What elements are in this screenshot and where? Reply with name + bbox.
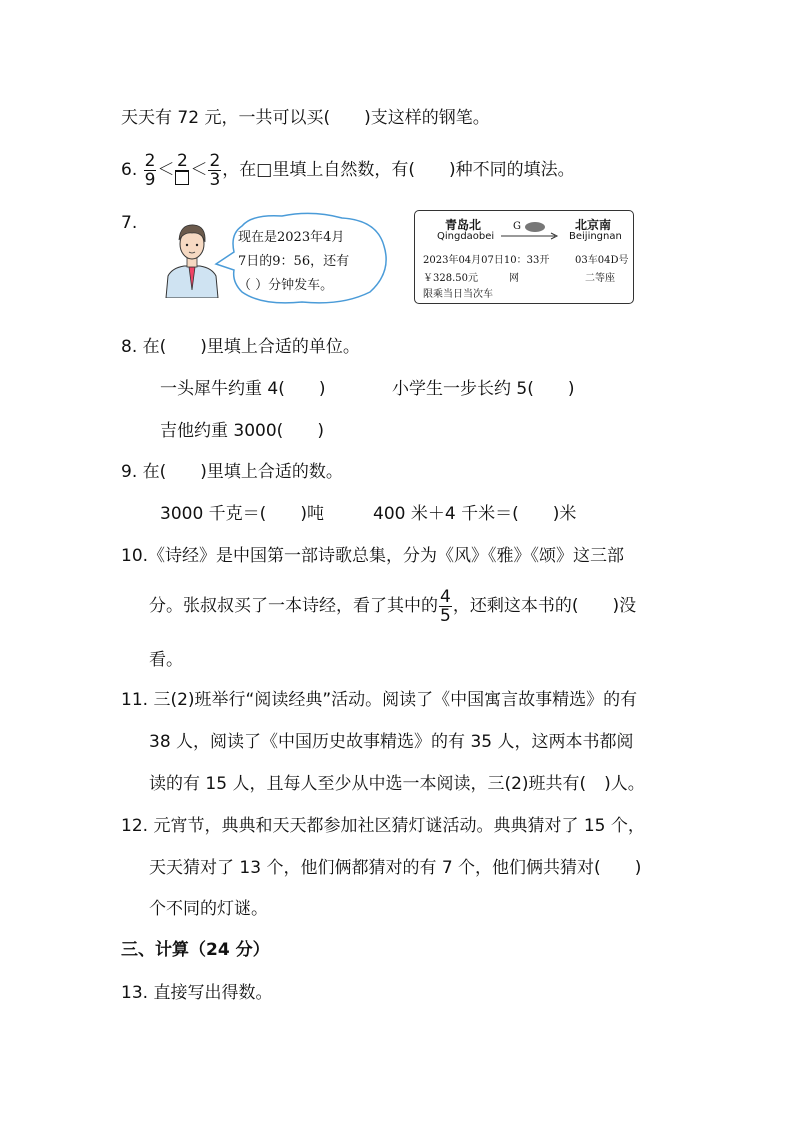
- q9-item-b: [373, 503, 576, 525]
- item-text: 400 米＋4 千米＝(: [373, 504, 519, 524]
- question-text-end: ): [634, 858, 642, 878]
- departure-station: 青岛北: [445, 218, 482, 232]
- denominator: 9: [144, 169, 156, 190]
- question-12-line3: 个不同的灯谜。: [149, 899, 268, 919]
- item-text: 小学生一步长约 5(: [392, 379, 534, 399]
- box-placeholder[interactable]: [175, 171, 189, 185]
- item-text: 3000 千克＝(: [160, 504, 267, 524]
- question-11-line3: [149, 773, 645, 795]
- numerator: 2: [144, 150, 156, 171]
- ticket-channel: 网: [509, 273, 519, 284]
- q8-item-a: [160, 378, 326, 400]
- denominator: 3: [209, 169, 221, 190]
- question-11-line2: 38 人，阅读了《中国历史故事精选》的有 35 人，这两本书都阅: [149, 732, 634, 752]
- item-close: )吨: [300, 504, 324, 524]
- question-text: 读的有 15 人，且每人至少从中选一本阅读，三(2)班共有(: [149, 774, 587, 794]
- item-close: ): [318, 379, 326, 399]
- question-number: 6.: [121, 160, 138, 180]
- ticket-price: ￥328.50元: [423, 273, 478, 284]
- ticket-note: 限乘当日当次车: [423, 289, 493, 300]
- section-heading: 三、计算（24 分）: [121, 940, 270, 960]
- item-close: ): [317, 421, 324, 441]
- question-8: [121, 336, 360, 358]
- q5-continuation: [121, 107, 490, 129]
- question-text-end: )没: [612, 596, 637, 616]
- departure-pinyin: Qingdaobei: [437, 231, 495, 242]
- question-number-7: 7.: [121, 213, 138, 233]
- fraction: [208, 152, 221, 189]
- question-text-end: )种不同的填法。: [449, 160, 575, 180]
- train-arrow-icon: [499, 221, 559, 241]
- question-10-line3: 看。: [149, 650, 183, 670]
- question-10-line2: [149, 586, 636, 626]
- question-text-end: )里填上合适的单位。: [200, 337, 360, 357]
- question-12-line2: [149, 857, 641, 879]
- seat-class: 二等座: [585, 273, 615, 284]
- question-text: ，还剩这本书的(: [452, 596, 579, 616]
- item-text: 一头犀牛约重 4(: [160, 379, 285, 399]
- item-text: 吉他约重 3000(: [160, 421, 284, 441]
- departure-time: 2023年04月07日10：33开: [423, 255, 550, 266]
- arrival-pinyin: Beijingnan: [569, 231, 622, 242]
- question-9: [121, 461, 343, 483]
- less-than: ＜: [157, 160, 175, 180]
- train-code: G: [513, 221, 521, 232]
- numerator: 2: [209, 150, 221, 171]
- arrival-station: 北京南: [575, 218, 612, 232]
- numerator: 4: [440, 586, 451, 607]
- item-close: ): [567, 379, 575, 399]
- question-10-line1: 10.《诗经》是中国第一部诗歌总集，分为《风》《雅》《颂》这三部: [121, 546, 625, 566]
- question-text: ，在□里填上自然数，有(: [222, 160, 415, 180]
- bubble-line: （ ）分钟发车。: [238, 278, 334, 293]
- question-12-line1: 12. 元宵节，典典和天天都参加社区猜灯谜活动。典典猜对了 15 个，: [121, 816, 645, 836]
- fraction: [144, 152, 157, 189]
- q5-text-end: )支这样的钢笔。: [364, 108, 490, 128]
- fraction: [175, 152, 189, 189]
- item-close: )米: [552, 504, 577, 524]
- q9-item-a: [160, 503, 324, 525]
- q5-text: 天天有 72 元，一共可以买(: [121, 108, 331, 128]
- numerator: 2: [177, 150, 188, 171]
- train-ticket: [414, 210, 634, 304]
- denominator: 5: [440, 605, 451, 626]
- seat-number: 03车04D号: [575, 255, 629, 266]
- question-text-end: )人。: [604, 774, 645, 794]
- question-6: [121, 148, 575, 192]
- bubble-text: [238, 226, 368, 298]
- question-text: 9. 在(: [121, 462, 167, 482]
- bubble-line: 现在是2023年4月: [238, 230, 345, 245]
- denominator: [175, 171, 189, 189]
- question-text-end: )里填上合适的数。: [200, 462, 343, 482]
- question-text: 8. 在(: [121, 337, 167, 357]
- question-text: 天天猜对了 13 个，他们俩都猜对的有 7 个，他们俩共猜对(: [149, 858, 601, 878]
- less-than: ＜: [190, 160, 208, 180]
- question-text: 分。张叔叔买了一本诗经，看了其中的: [149, 596, 438, 616]
- q8-item-b: [392, 378, 575, 400]
- question-11-line1: 11. 三(2)班举行“阅读经典”活动。阅读了《中国寓言故事精选》的有: [121, 690, 638, 710]
- q8-item-c: [160, 420, 324, 442]
- fraction: [439, 588, 452, 625]
- bubble-line: 7日的9：56，还有: [238, 254, 350, 269]
- question-13: 13. 直接写出得数。: [121, 983, 273, 1003]
